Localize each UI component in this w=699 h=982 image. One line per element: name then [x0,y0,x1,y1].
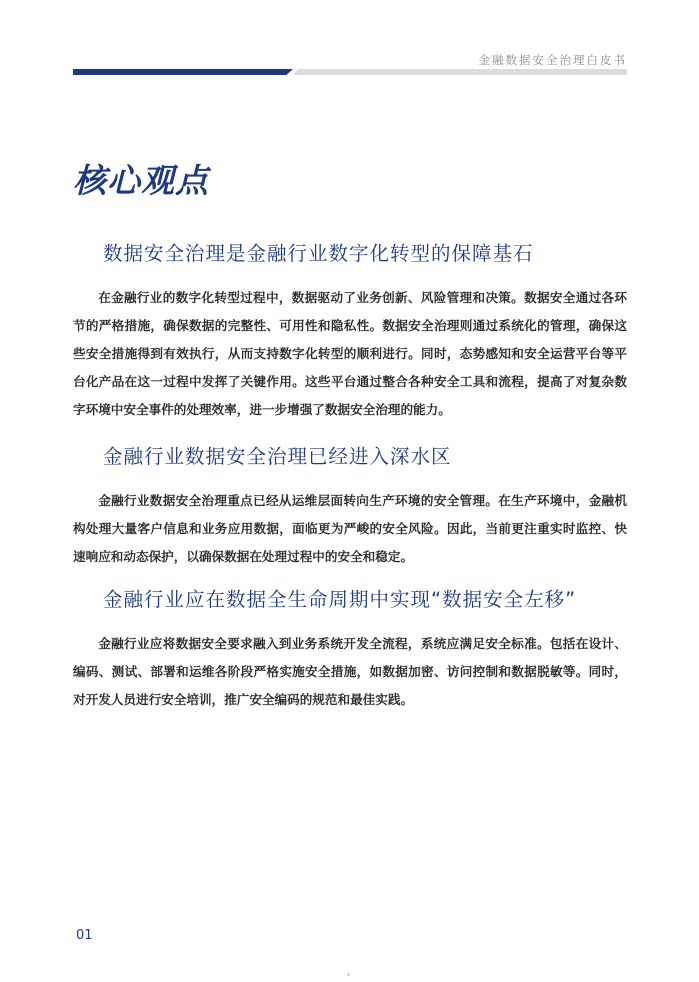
header-rule-blue-segment [73,69,293,75]
section-security-governance-foundation [73,238,627,424]
section-security-shift-left [73,584,627,714]
header-rule-gray-segment [293,69,627,75]
header-rule [73,69,627,75]
section-heading: 数据安全治理是金融行业数字化转型的保障基石 [103,242,534,265]
page-number: 01 [76,928,93,943]
section-paragraph: 在金融行业的数字化转型过程中，数据驱动了业务创新、风险管理和决策。数据安全通过各环节的严格措施，确保数据的完整性、可用性和隐私性。数据安全治理则通过系统化的管理，确保这些安全措施得到有效执行，从而支持数字化转型的顺利进行。同时，态势感知和安全运营平台等平台化产品在这一过程中发挥了关键作用。这些平台通过整合各种安全工具和流程，提高了对复杂数字环境中安全事件的处理效率，进一步增强了数据安全治理的能力。 [73,290,627,417]
section-heading: 金融行业应在数据全生命周期中实现“数据安全左移” [103,588,577,611]
section-paragraph: 金融行业应将数据安全要求融入到业务系统开发全流程，系统应满足安全标准。包括在设计、编码、测试、部署和运维各阶段严格实施安全措施，如数据加密、访问控制和数据脱敏等。同时，对开发人员进行安全培训，推广安全编码的规范和最佳实践。 [73,636,627,707]
section-heading: 金融行业数据安全治理已经进入深水区 [103,445,452,468]
section-deep-water-zone [73,441,627,571]
document-header-title: 金融数据安全治理白皮书 [478,53,627,67]
section-paragraph: 金融行业数据安全治理重点已经从运维层面转向生产环境的安全管理。在生产环境中，金融机构处理大量客户信息和业务应用数据，面临更为严峻的安全风险。因此，当前更注重实时监控、快速响应和动态保护，以确保数据在处理过程中的安全和稳定。 [73,493,627,564]
footer-dot [347,973,350,976]
page-title: 核心观点 [73,161,209,200]
